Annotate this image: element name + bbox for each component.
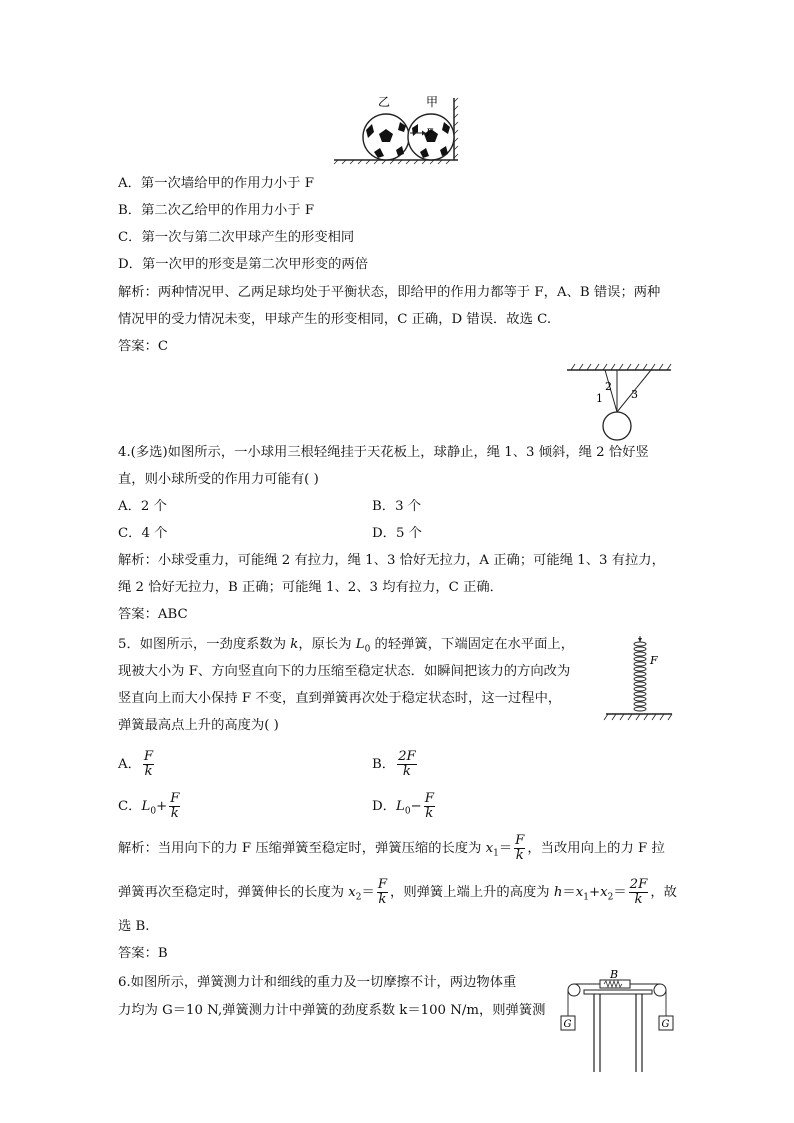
q5-option-b: B． $\frac{2F}{k}$: [372, 749, 416, 779]
fraction-F-over-k: $\frac{F}{k}$: [170, 791, 180, 821]
q6-stem-line2: 力均为 G＝10 N,弹簧测力计中弹簧的劲度系数 k＝100 N/m，则弹簧测: [118, 1003, 546, 1018]
pulley-balance-figure: [556, 968, 676, 1072]
fraction-2F-over-k: $\frac{2F}{k}$: [629, 877, 648, 907]
label-force-F: F: [426, 128, 433, 139]
q5-analysis-line2: 弹簧再次至稳定时，弹簧伸长的长度为 $x_2=$ $\frac{F}{k}$ ，则弹簧上端上升的高度为 $h=x_1+x_2=$ $\frac{2F}{k}$ ，故: [118, 877, 677, 907]
fraction-2F-over-k: $\frac{2F}{k}$: [398, 749, 416, 779]
q5-option-d: D．$L_0-$ $\frac{F}{k}$: [372, 791, 434, 821]
q5-analysis-line1: 解析：当用向下的力 F 压缩弹簧至稳定时，弹簧压缩的长度为 $x_1=$ $\frac{F}{k}$ ，当改用向上的力 F 拉: [118, 833, 665, 863]
fraction-F-over-k: $\frac{F}{k}$: [424, 791, 434, 821]
q5-stem-line4: 弹簧最高点上升的高度为( ): [118, 718, 279, 733]
q5-stem-line1: 5．如图所示，一劲度系数为 k，原长为 $L_0$ 的轻弹簧，下端固定在水平面上，: [118, 637, 574, 655]
weight-label-right: G: [661, 1019, 670, 1030]
hanging-ball: [603, 412, 631, 440]
q3-option-b: B．第二次乙给甲的作用力小于 F: [118, 203, 315, 218]
rope-label-2: 2: [605, 380, 612, 393]
q5-option-c: C．$L_0+$ $\frac{F}{k}$: [118, 791, 180, 821]
q5-stem-line2: 现被大小为 F、方向竖直向下的力压缩至稳定状态．如瞬间把该力的方向改为: [118, 664, 571, 679]
fraction-F-over-k: $\frac{F}{k}$: [377, 877, 388, 907]
q4-stem-line2: 直，则小球所受的作用力可能有( ): [118, 472, 319, 487]
q3-option-a: A．第一次墙给甲的作用力小于 F: [118, 176, 314, 191]
two-balls-figure: [330, 92, 460, 164]
q4-option-a: A．2 个: [118, 499, 167, 514]
rope-label-3: 3: [631, 388, 638, 401]
rope-label-1: 1: [596, 392, 603, 405]
label-jia: 甲: [426, 95, 439, 109]
spring-force-label: F: [650, 654, 658, 667]
q3-answer: 答案：C: [118, 339, 169, 354]
q4-stem-line1: 4.(多选)如图所示，一小球用三根轻绳挂于天花板上，球静止，绳 1、3 倾斜，绳 2 恰好竖: [118, 445, 649, 460]
ball-yi: [363, 114, 409, 160]
three-ropes-figure: [565, 364, 675, 444]
fraction-F-over-k: $\frac{F}{k}$: [143, 749, 154, 779]
fraction-F-over-k: $\frac{F}{k}$: [515, 833, 525, 863]
spring-coil: [634, 642, 646, 711]
balance-label-B: B: [610, 968, 619, 981]
q4-analysis-line2: 绳 2 恰好无拉力，B 正确；可能绳 1、2、3 均有拉力，C 正确．: [118, 580, 503, 595]
pulley-left: [568, 984, 580, 996]
q3-analysis-line2: 情况甲的受力情况未变，甲球产生的形变相同，C 正确，D 错误．故选 C.: [118, 312, 552, 327]
q3-option-d: D．第一次甲的形变是第二次甲形变的两倍: [118, 257, 369, 272]
q3-analysis-line1: 解析：两种情况甲、乙两足球均处于平衡状态，即给甲的作用力都等于 F，A、B 错误；两种: [118, 285, 661, 300]
q4-analysis-line1: 解析：小球受重力，可能绳 2 有拉力，绳 1、3 恰好无拉力，A 正确；可能绳 1、3 有拉力，: [118, 553, 665, 568]
label-yi: 乙: [378, 95, 391, 109]
q4-option-d: D．5 个: [372, 526, 422, 541]
q5-stem-line3: 竖直向上而大小保持 F 不变，直到弹簧再次处于稳定状态时，这一过程中，: [118, 691, 562, 706]
q4-answer: 答案：ABC: [118, 607, 188, 622]
pulley-right: [654, 984, 666, 996]
weight-label-left: G: [563, 1019, 572, 1030]
q3-option-c: C．第一次与第二次甲球产生的形变相同: [118, 230, 355, 245]
q5-analysis-line3: 选 B.: [118, 919, 150, 934]
spring-figure: [604, 634, 676, 722]
q5-option-a: A． $\frac{F}{k}$: [118, 749, 154, 779]
q4-option-b: B．3 个: [372, 499, 422, 514]
q6-stem-line1: 6.如图所示，弹簧测力计和细线的重力及一切摩擦不计，两边物体重: [118, 975, 517, 990]
q4-option-c: C．4 个: [118, 526, 168, 541]
q5-answer: 答案：B: [118, 946, 168, 961]
